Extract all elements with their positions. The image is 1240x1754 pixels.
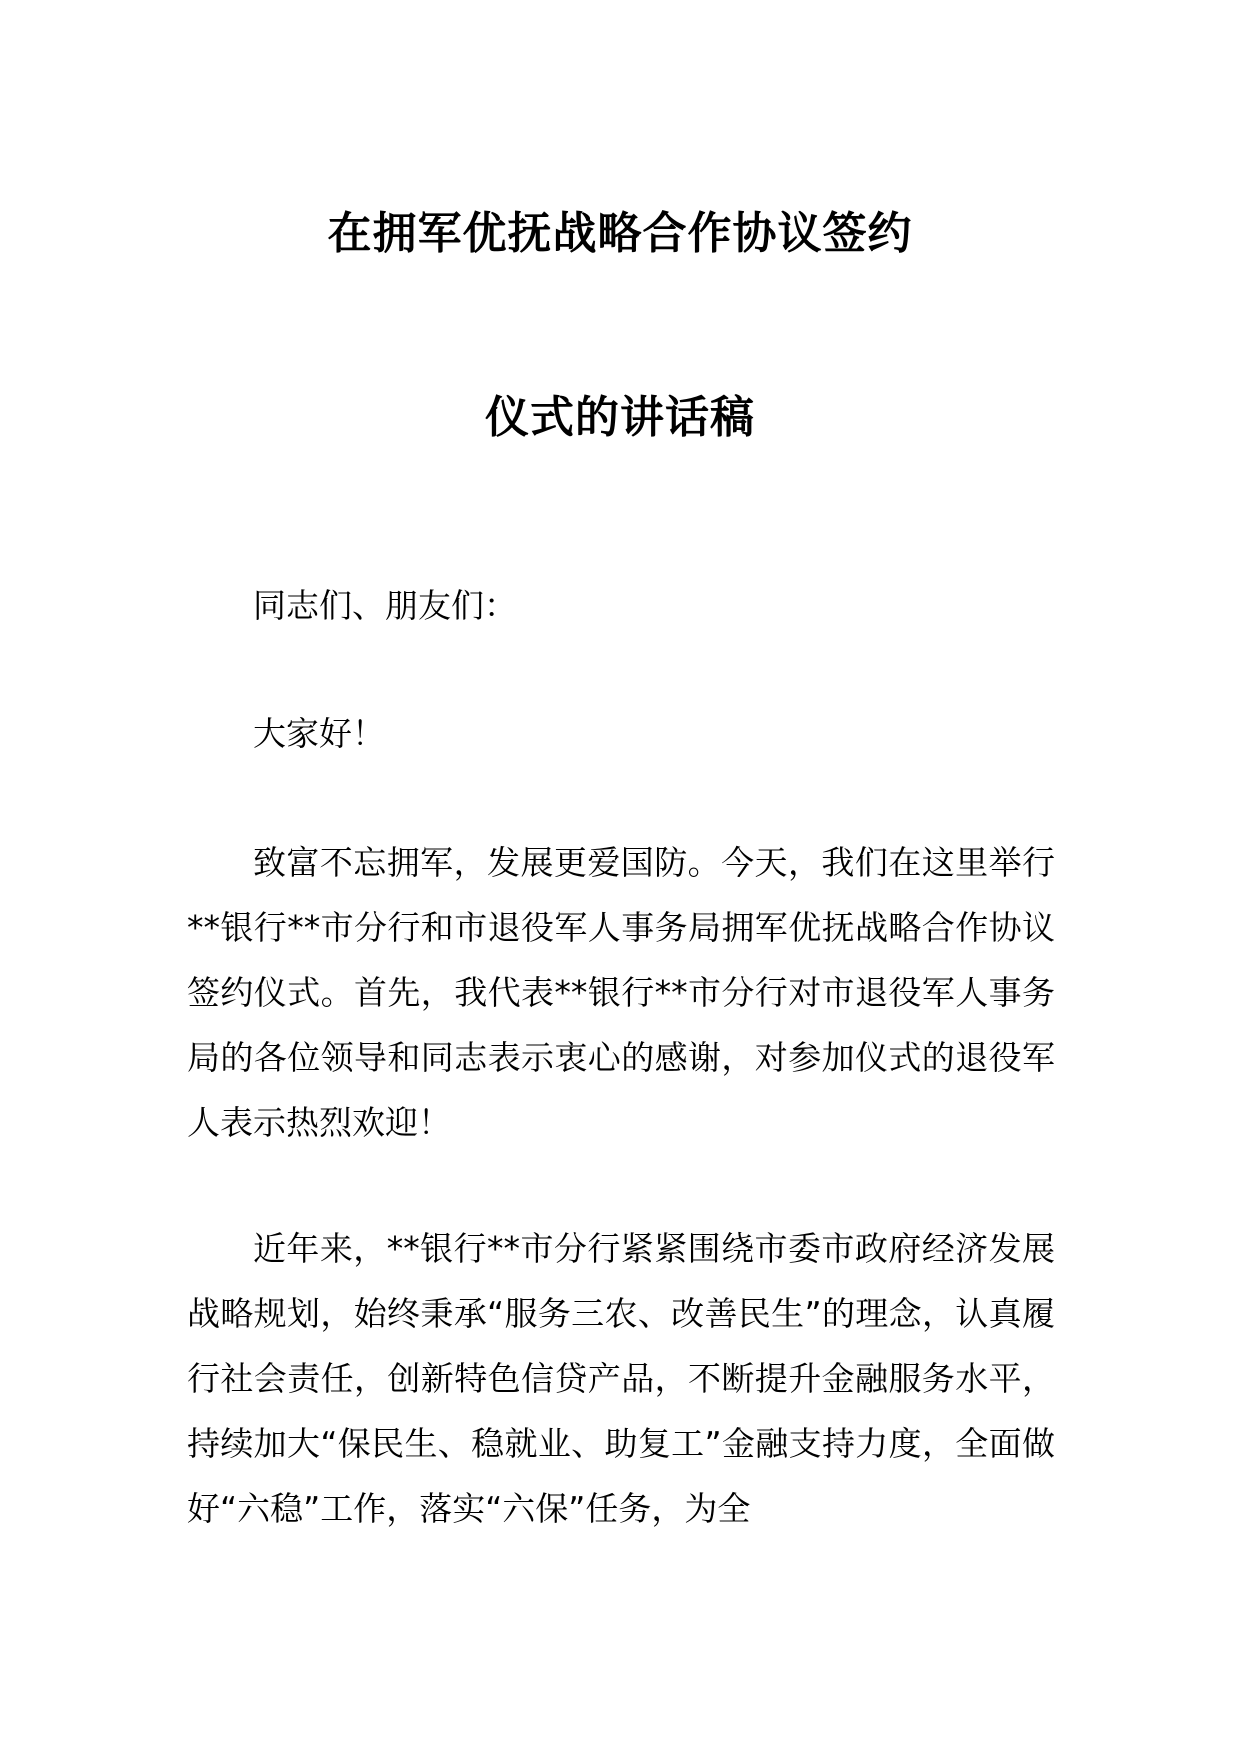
- hello-paragraph: 大家好！: [253, 714, 385, 753]
- body-paragraph: 致富不忘拥军，发展更爱国防。今天，我们在这里举行**银行**市分行和市退役军人事务局拥军优抚战略合作协议签约仪式。首先，我代表**银行**市分行对市退役军人事务局的各位领导和同志表示衷心的感谢，对参加仪式的退役军人表示热烈欢迎！: [187, 843, 1055, 1142]
- body-paragraph: 近年来，**银行**市分行紧紧围绕市委市政府经济发展战略规划，始终秉承“服务三农、改善民生”的理念，认真履行社会责任，创新特色信贷产品，不断提升金融服务水平，持续加大“保民生、稳就业、助复工”金融支持力度，全面做好“六稳”工作，落实“六保”任务，为全: [187, 1229, 1055, 1528]
- document-title-line-1: 在拥军优抚战略合作协议签约: [327, 208, 913, 259]
- document-title-line-2: 仪式的讲话稿: [485, 392, 755, 443]
- greeting-paragraph: 同志们、朋友们：: [253, 586, 517, 625]
